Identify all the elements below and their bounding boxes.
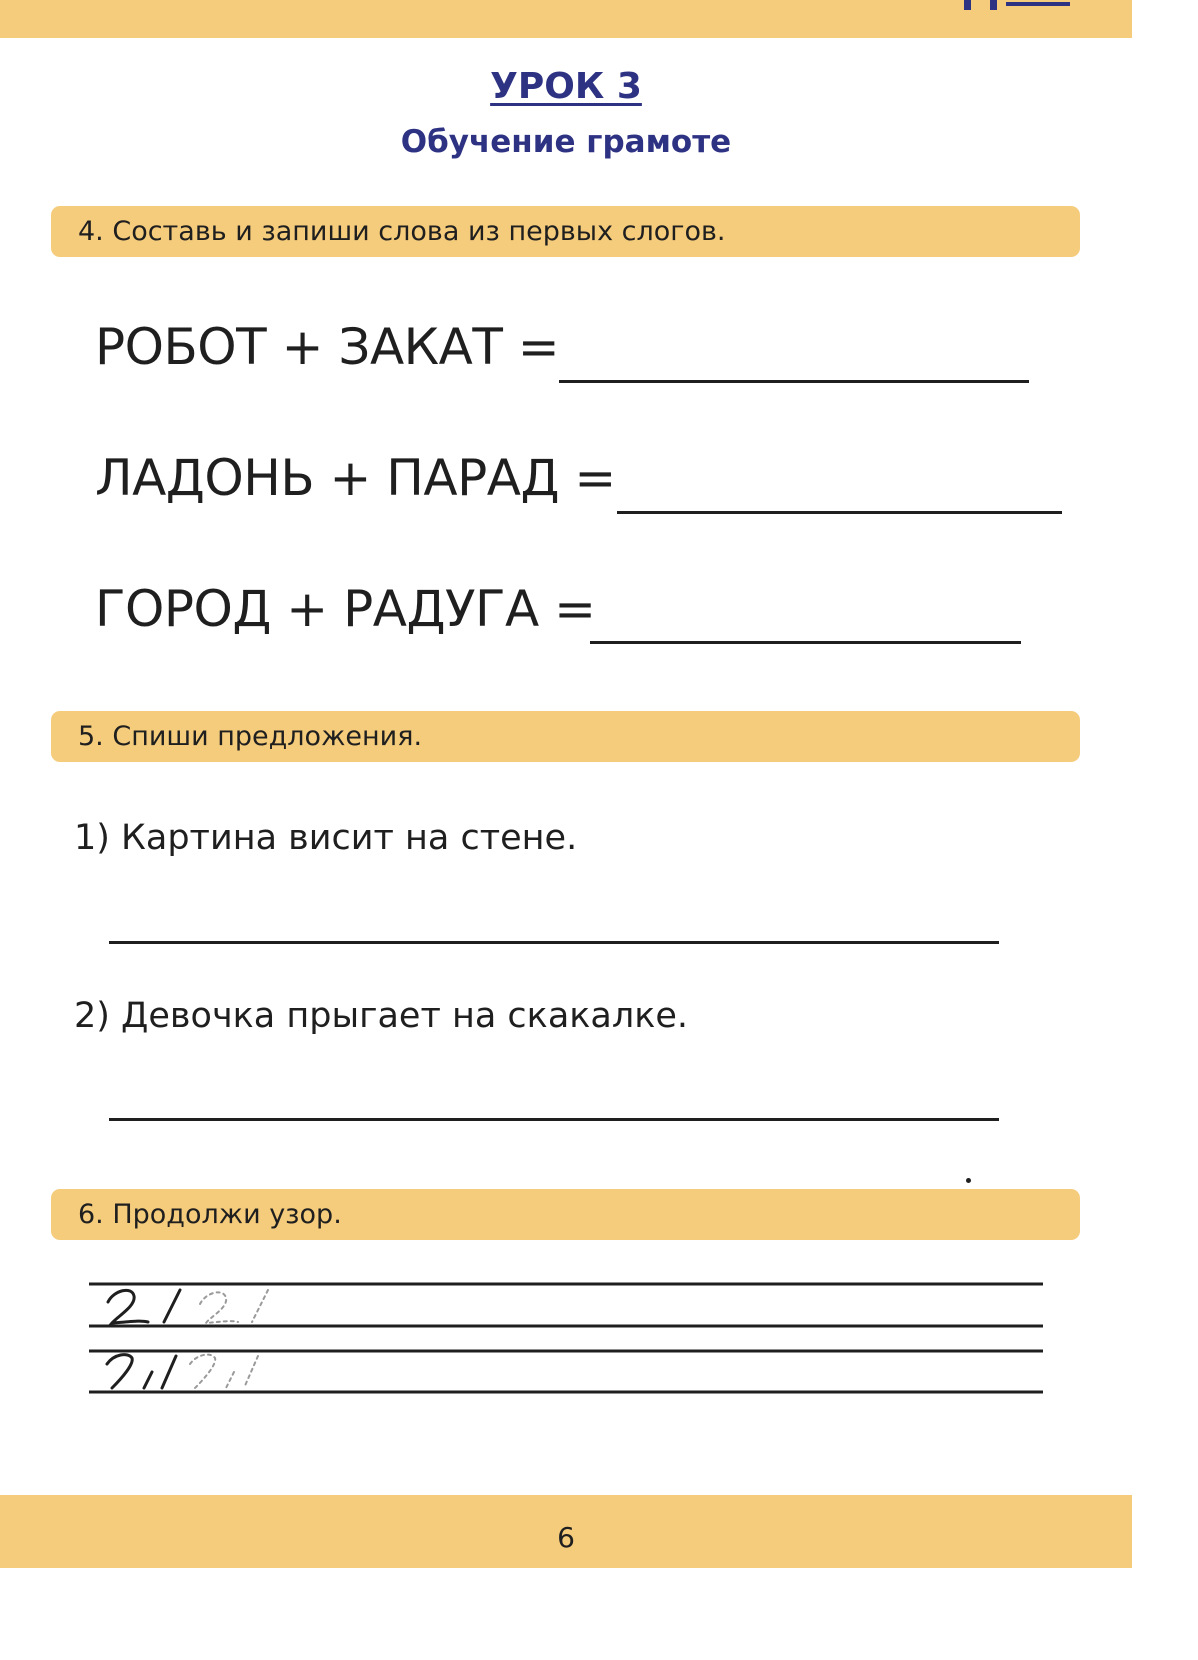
task-4-header: 4. Составь и запиши слова из первых слогов. — [51, 206, 1080, 257]
task-5-header: 5. Спиши предложения. — [51, 711, 1080, 762]
top-band — [0, 0, 1132, 38]
pattern-ruling-lines — [89, 1284, 1043, 1392]
answer-line-2[interactable] — [617, 511, 1062, 514]
copy-line-1[interactable] — [109, 941, 999, 944]
page-number: 6 — [557, 1521, 575, 1554]
sentence-1: 1) Картина висит на стене. — [74, 818, 578, 858]
pattern-row-2-sample — [107, 1355, 176, 1388]
pattern-row-1-sample — [108, 1290, 180, 1323]
answer-line-3[interactable] — [590, 641, 1021, 644]
footer-band — [0, 1495, 1132, 1568]
lesson-subtitle: Обучение грамоте — [400, 124, 732, 160]
sentence-2: 2) Девочка прыгает на скакалке. — [74, 996, 689, 1036]
equation-3: ГОРОД + РАДУГА = — [95, 580, 596, 638]
task-6-header: 6. Продолжи узор. — [51, 1189, 1080, 1240]
equation-1: РОБОТ + ЗАКАТ = — [95, 318, 560, 376]
copy-line-2[interactable] — [109, 1118, 999, 1121]
equation-2: ЛАДОНЬ + ПАРАД = — [95, 449, 616, 507]
cursive-pattern-icon[interactable] — [0, 1260, 1132, 1410]
answer-line-1[interactable] — [559, 380, 1029, 383]
lesson-title: УРОК 3 — [490, 66, 642, 107]
publisher-logo-icon — [962, 0, 1132, 20]
pattern-row-2-trace — [190, 1355, 258, 1388]
pattern-row-1-trace — [200, 1290, 268, 1323]
stray-dot — [966, 1178, 971, 1183]
